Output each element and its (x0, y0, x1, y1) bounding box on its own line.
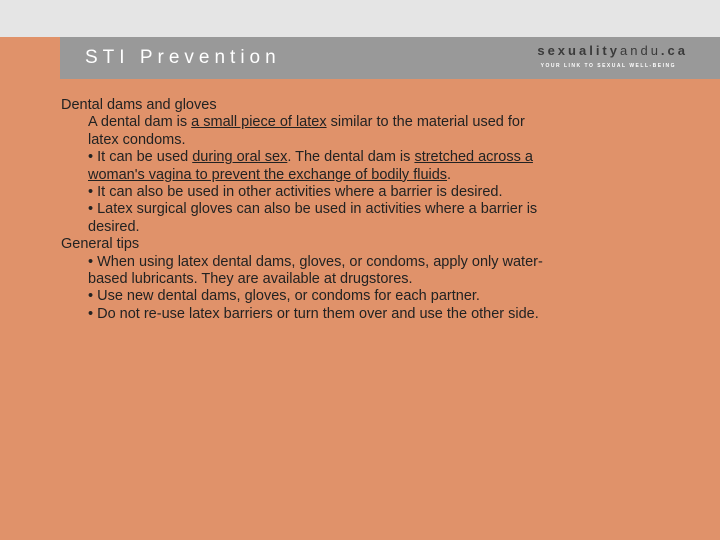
list-item: • Use new dental dams, gloves, or condoms for each partner. (88, 288, 480, 305)
list-item (88, 149, 553, 184)
text-run: . (447, 166, 452, 183)
list-item: • Do not re-use latex barriers or turn them over and use the other side. (88, 305, 539, 322)
underlined-text: a small piece of latex (191, 114, 327, 131)
underlined-text: during oral sex (192, 149, 288, 166)
top-band (0, 0, 720, 37)
slide-header (60, 37, 720, 79)
brand-tagline: YOUR LINK TO SEXUAL WELL-BEING (540, 63, 676, 69)
text-run: • It can be used (88, 149, 193, 166)
underlined-text: stretched across a woman's vagina to prevent the exchange of bodily fluids (88, 149, 533, 183)
text-run: . The dental dam is (287, 149, 415, 166)
section-heading: General tips (61, 236, 140, 253)
text-run: similar to the material used for latex condoms. (88, 114, 525, 148)
brand-light: andu (620, 43, 661, 58)
brand-tld: .ca (660, 43, 688, 58)
brand-bold: sexuality (537, 43, 620, 58)
list-item: • When using latex dental dams, gloves, or condoms, apply only water- based lubricants. They are available at drugstores. (88, 253, 543, 288)
slide-title: STI Prevention (85, 47, 281, 68)
brand-logo (537, 43, 688, 58)
list-item (88, 114, 553, 149)
slide-body (61, 97, 561, 323)
list-item: • Latex surgical gloves can also be used in activities where a barrier is desired. (88, 201, 538, 235)
text-run: A dental dam is (88, 114, 192, 131)
section-heading: Dental dams and gloves (61, 97, 217, 113)
list-item: • It can also be used in other activities where a barrier is desired. (88, 184, 503, 201)
